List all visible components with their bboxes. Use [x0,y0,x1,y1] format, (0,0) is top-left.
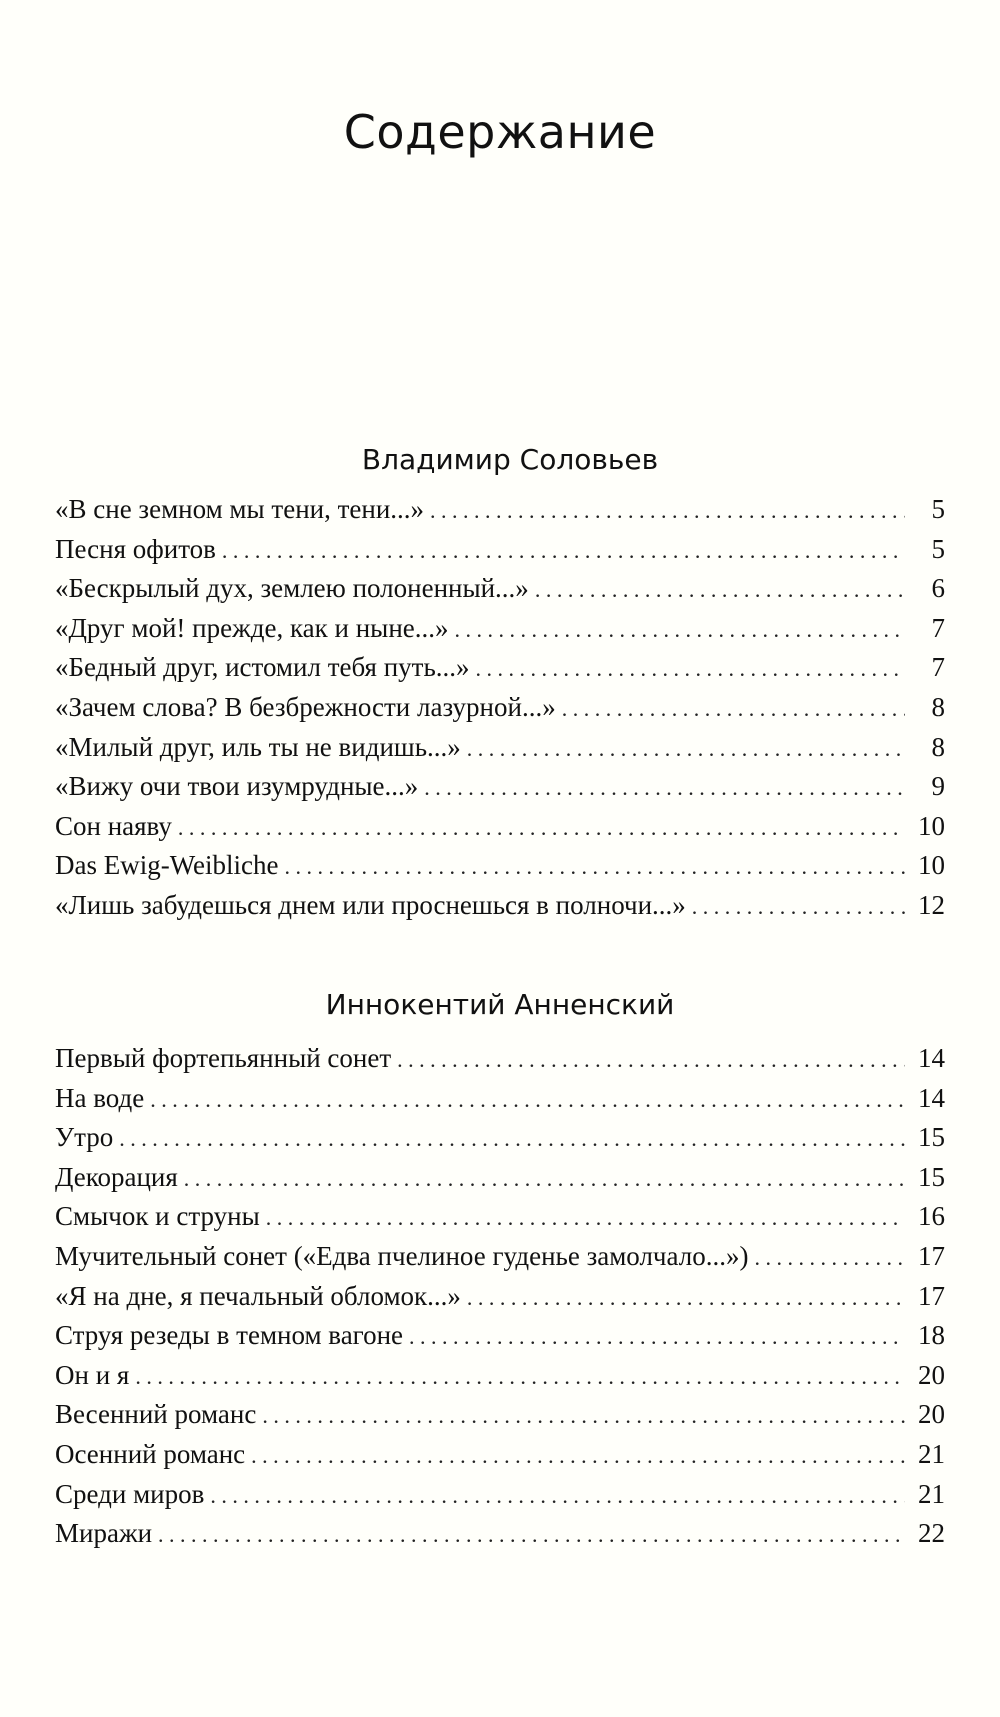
toc-list [55,490,945,926]
dot-leader [150,1080,905,1120]
toc-entry[interactable] [55,569,945,609]
dot-leader [476,649,905,689]
toc-entry-title: Весенний романс [55,1399,257,1430]
author-heading: Иннокентий Анненский [325,988,675,1021]
toc-entry[interactable] [55,1277,945,1317]
toc-entry-title: Мучительный сонет («Едва пчелиное гуденье замолчало...») [55,1240,749,1271]
toc-entry-title: Среди миров [55,1478,205,1509]
toc-entry-page: 7 [931,612,945,643]
author-heading: Владимир Соловьев [361,443,659,476]
toc-entry-page: 17 [918,1240,945,1271]
toc-entry-title: Смычок и струны [55,1201,260,1232]
toc-entry[interactable] [55,1356,945,1396]
toc-entry[interactable] [55,846,945,886]
toc-entry-page: 7 [931,652,945,683]
dot-leader [184,1159,905,1199]
toc-entry[interactable] [55,648,945,688]
toc-section-solovyov [55,440,945,926]
toc-entry[interactable] [55,1395,945,1435]
toc-entry-title: «В сне земном мы тени, тени...» [55,494,425,524]
dot-leader [178,808,905,848]
toc-entry[interactable] [55,1039,945,1079]
toc-entry[interactable] [55,688,945,728]
toc-entry-title: Первый фортепьянный сонет [55,1043,392,1073]
dot-leader [251,1436,905,1476]
toc-entry-page: 8 [931,731,945,762]
toc-entry-title: «Лишь забудешься днем или проснешься в полночи...» [55,889,686,920]
dot-leader [467,1278,905,1318]
dot-leader [285,847,905,887]
dot-leader [424,768,905,808]
toc-entry[interactable] [55,1316,945,1356]
dot-leader [397,1040,905,1080]
dot-leader [535,570,905,610]
dot-leader [692,887,905,927]
toc-entry[interactable] [55,728,945,768]
toc-entry-title: Декорация [55,1161,178,1192]
dot-leader [262,1396,905,1436]
toc-entry-page: 21 [918,1438,945,1469]
toc-entry-title: «Вижу очи твои изумрудные...» [55,771,419,802]
toc-entry-page: 14 [918,1043,945,1073]
toc-entry-page: 15 [918,1122,945,1153]
toc-entry[interactable] [55,1197,945,1237]
toc-entry-title: Он и я [55,1359,130,1390]
toc-list [55,1039,945,1554]
toc-entry-page: 6 [931,573,945,604]
dot-leader [562,689,905,729]
toc-entry[interactable] [55,1158,945,1198]
toc-entry[interactable] [55,1514,945,1554]
toc-entry-page: 15 [918,1161,945,1192]
toc-entry-page: 12 [918,889,945,920]
dot-leader [210,1476,905,1516]
dot-leader [455,610,905,650]
toc-entry-title: На воде [55,1082,145,1113]
toc-entry-page: 8 [931,691,945,722]
toc-entry-title: Утро [55,1122,114,1153]
toc-entry-page: 20 [918,1399,945,1430]
toc-entry-title: Песня офитов [55,533,216,564]
toc-entry-title: «Бедный друг, истомил тебя путь...» [55,652,470,683]
dot-leader [430,491,905,531]
toc-entry[interactable] [55,530,945,570]
toc-entry-page: 22 [918,1518,945,1549]
toc-entry[interactable] [55,807,945,847]
toc-entry-title: Миражи [55,1518,153,1549]
toc-section-annensky [55,985,945,1554]
toc-entry-page: 17 [918,1280,945,1311]
toc-entry[interactable] [55,1475,945,1515]
toc-entry-title: «Зачем слова? В безбрежности лазурной...» [55,691,556,722]
toc-entry[interactable] [55,886,945,926]
dot-leader [135,1357,905,1397]
toc-entry-title: «Я на дне, я печальный обломок...» [55,1280,461,1311]
toc-entry-title: Das Ewig-Weibliche [55,850,279,881]
toc-entry[interactable] [55,609,945,649]
toc-entry-page: 14 [918,1082,945,1113]
toc-entry-title: Струя резеды в темном вагоне [55,1320,404,1351]
toc-entry-page: 21 [918,1478,945,1509]
toc-entry-page: 20 [918,1359,945,1390]
toc-entry-page: 18 [918,1320,945,1351]
toc-entry-title: Осенний романс [55,1438,246,1469]
toc-entry-page: 9 [931,771,945,802]
dot-leader [158,1515,905,1555]
toc-entry-page: 16 [918,1201,945,1232]
dot-leader [754,1238,905,1278]
toc-entry-title: «Бескрылый дух, землею полоненный...» [55,573,529,604]
toc-entry[interactable] [55,1079,945,1119]
toc-entry-page: 10 [918,810,945,841]
page-title: Содержание [343,105,657,159]
toc-entry-page: 10 [918,850,945,881]
toc-entry[interactable] [55,490,945,530]
dot-leader [409,1317,905,1357]
toc-entry[interactable] [55,1118,945,1158]
toc-entry[interactable] [55,1237,945,1277]
dot-leader [222,531,905,571]
toc-entry-title: Сон наяву [55,810,172,841]
toc-entry[interactable] [55,767,945,807]
toc-entry-title: «Милый друг, иль ты не видишь...» [55,731,461,762]
toc-entry-title: «Друг мой! прежде, как и ныне...» [55,612,449,643]
toc-entry-page: 5 [931,533,945,564]
toc-entry[interactable] [55,1435,945,1475]
toc-entry-page: 5 [931,494,945,524]
dot-leader [119,1119,905,1159]
dot-leader [266,1198,905,1238]
dot-leader [467,729,905,769]
